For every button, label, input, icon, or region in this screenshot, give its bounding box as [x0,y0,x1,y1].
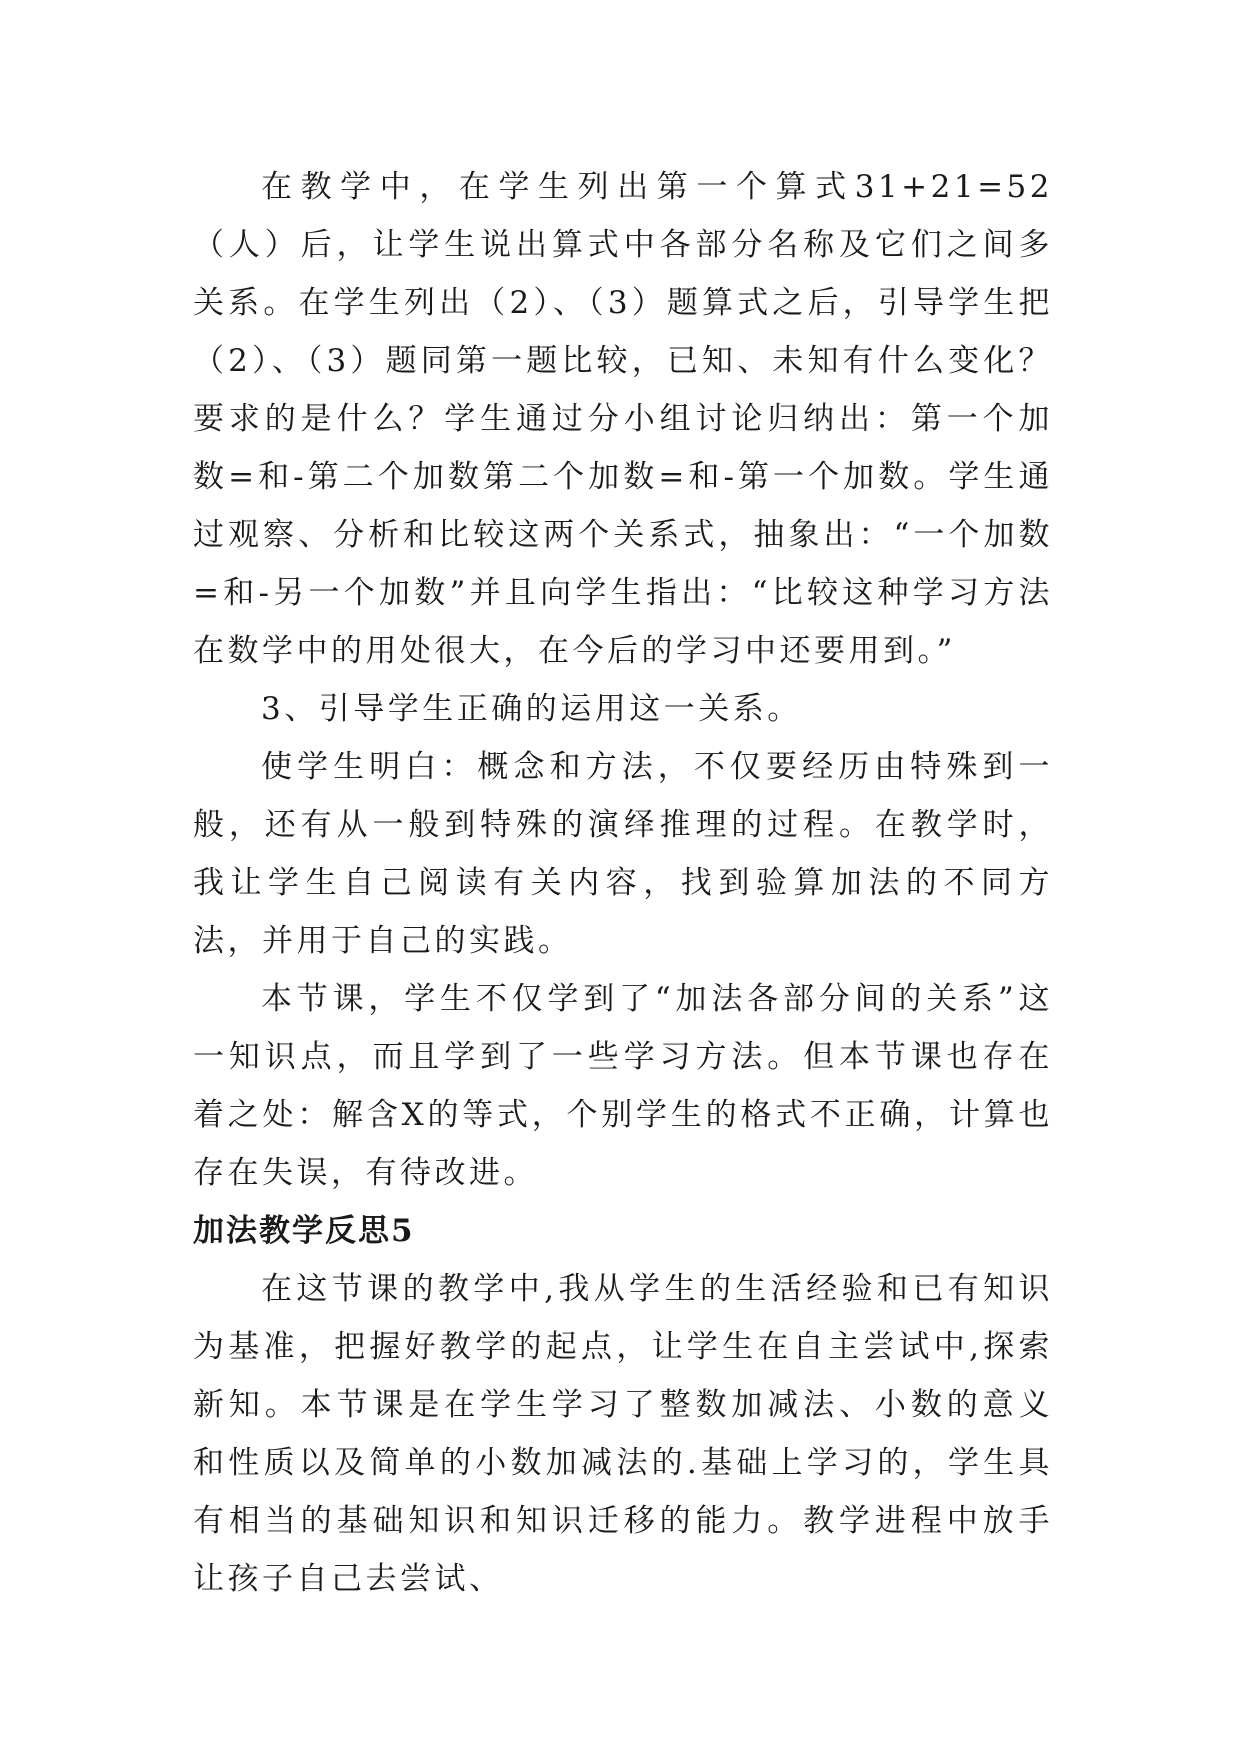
paragraph-lesson-summary: 本节课，学生不仅学到了“加法各部分间的关系”这一知识点，而且学到了一些学习方法。但本节课也存在着之处：解含X的等式，个别学生的格式不正确，计算也存在失误，有待改进。 [193,981,1053,1191]
paragraph-deduction: 使学生明白：概念和方法，不仅要经历由特殊到一般，还有从一般到特殊的演绎推理的过程。在教学时，我让学生自己阅读有关内容，找到验算加法的不同方法，并用于自己的实践。 [193,749,1053,959]
document-body [193,158,1053,1608]
paragraph-reflection-5: 在这节课的教学中,我从学生的生活经验和已有知识为基准，把握好教学的起点，让学生在自主尝试中,探索新知。本节课是在学生学习了整数加减法、小数的意义和性质以及简单的小数加减法的.基础上学习的，学生具有相当的基础知识和知识迁移的能力。教学进程中放手让孩子自己去尝试、 [193,1271,1053,1597]
paragraph-equation-discussion: 在教学中，在学生列出第一个算式31+21=52（人）后，让学生说出算式中各部分名称及它们之间多关系。在学生列出（2）、（3）题算式之后，引导学生把（2）、（3）题同第一题比较，已知、未知有什么变化？要求的是什么？学生通过分小组讨论归纳出：第一个加数=和-第二个加数第二个加数=和-第一个加数。学生通过观察、分析和比较这两个关系式，抽象出：“一个加数=和-另一个加数”并且向学生指出：“比较这种学习方法在数学中的用处很大，在今后的学习中还要用到。” [193,169,1053,669]
section-heading: 加法教学反思5 [193,1213,415,1249]
paragraph-step-3: 3、引导学生正确的运用这一关系。 [261,691,802,727]
